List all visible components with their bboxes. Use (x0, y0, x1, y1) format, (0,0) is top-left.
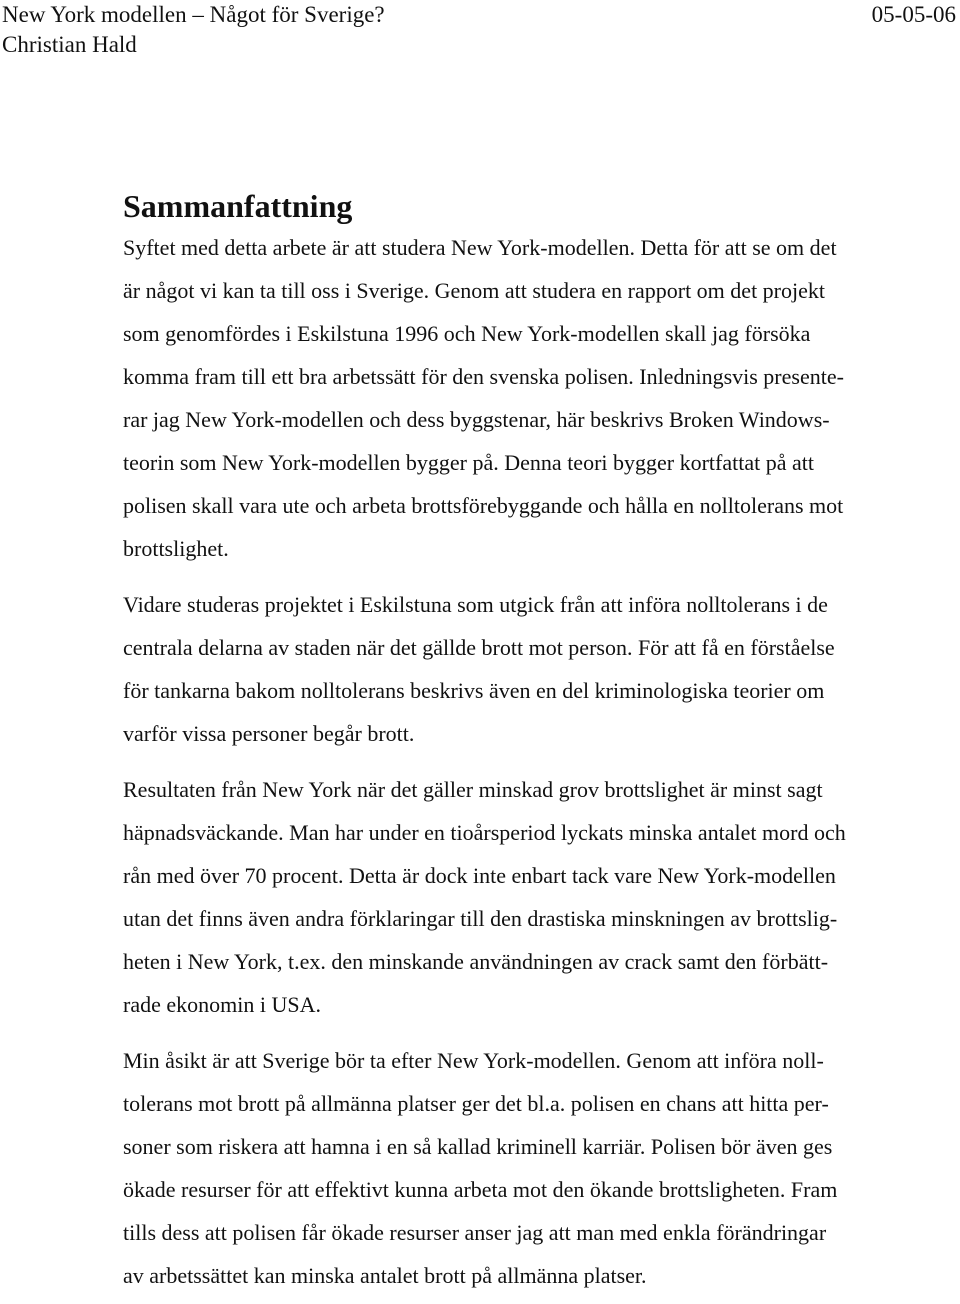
header-row (0, 0, 960, 30)
text-line: heten i New York, t.ex. den minskande användningen av crack samt den förbätt- (123, 949, 829, 974)
text-line: rade ekonomin i USA. (123, 992, 321, 1017)
text-line: rar jag New York-modellen och dess byggstenar, här beskrivs Broken Windows- (123, 407, 830, 432)
text-line: för tankarna bakom nolltolerans beskrivs även en del kriminologiska teorier om (123, 678, 825, 703)
text-line: av arbetssättet kan minska antalet brott på allmänna platser. (123, 1263, 647, 1288)
text-line: rån med över 70 procent. Detta är dock inte enbart tack vare New York-modellen (123, 863, 836, 888)
document-author: Christian Hald (2, 32, 137, 57)
text-line: centrala delarna av staden när det gällde brott mot person. För att få en förståelse (123, 635, 835, 660)
paragraph (123, 768, 955, 1026)
text-line: brottslighet. (123, 536, 229, 561)
text-line: soner som riskera att hamna i en så kallad kriminell karriär. Polisen bör även ges (123, 1134, 833, 1159)
paragraph (123, 1039, 955, 1297)
text-line: häpnadsväckande. Man har under en tioårsperiod lyckats minska antalet mord och (123, 820, 846, 845)
text-line: är något vi kan ta till oss i Sverige. Genom att studera en rapport om det projekt (123, 278, 825, 303)
paragraph (123, 583, 955, 755)
text-line: ökade resurser för att effektivt kunna arbeta mot den ökande brottsligheten. Fram (123, 1177, 838, 1202)
text-line: varför vissa personer begår brott. (123, 721, 415, 746)
text-line: tills dess att polisen får ökade resurser anser jag att man med enkla förändringar (123, 1220, 827, 1245)
document-title: New York modellen – Något för Sverige? (2, 2, 385, 27)
text-line: Resultaten från New York när det gäller minskad grov brottslighet är minst sagt (123, 777, 823, 802)
text-line: teorin som New York-modellen bygger på. Denna teori bygger kortfattat på att (123, 450, 814, 475)
text-line: Vidare studeras projektet i Eskilstuna som utgick från att införa nolltolerans i de (123, 592, 828, 617)
page-header (0, 0, 960, 60)
text-line: Min åsikt är att Sverige bör ta efter New York-modellen. Genom att införa noll- (123, 1048, 824, 1073)
text-line: tolerans mot brott på allmänna platser ger det bl.a. polisen en chans att hitta per- (123, 1091, 829, 1116)
text-line: komma fram till ett bra arbetssätt för den svenska polisen. Inledningsvis presente- (123, 364, 844, 389)
paragraph-list (123, 226, 955, 1297)
text-line: utan det finns även andra förklaringar till den drastiska minskningen av brottslig- (123, 906, 838, 931)
text-line: som genomfördes i Eskilstuna 1996 och New York-modellen skall jag försöka (123, 321, 811, 346)
document-date: 05-05-06 (871, 2, 956, 27)
header-author-row (0, 30, 960, 60)
document-body (123, 186, 955, 1297)
text-line: polisen skall vara ute och arbeta brottsförebyggande och hålla en nolltolerans mot (123, 493, 844, 518)
text-line: Syftet med detta arbete är att studera New York-modellen. Detta för att se om det (123, 235, 837, 260)
paragraph (123, 226, 955, 570)
section-heading: Sammanfattning (123, 188, 353, 224)
